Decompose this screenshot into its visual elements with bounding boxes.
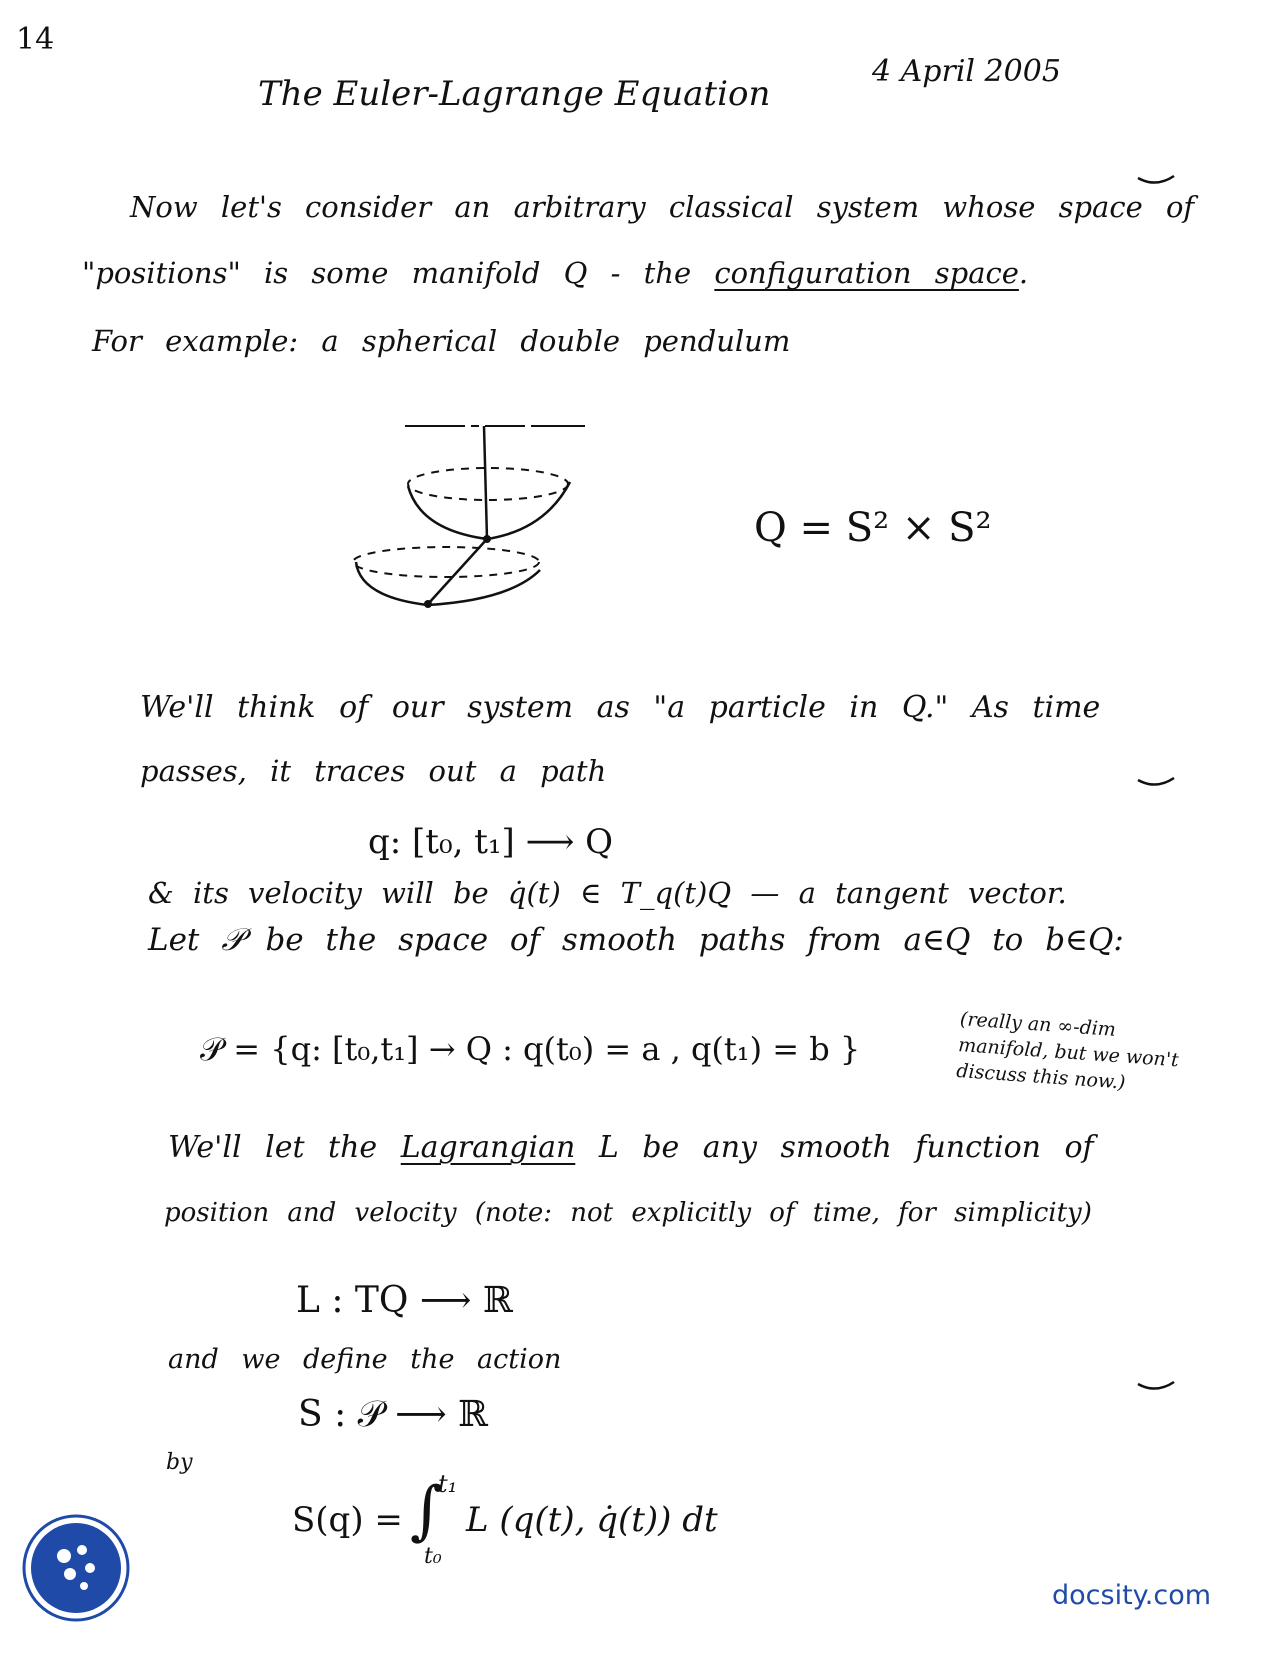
margin-tick-mark bbox=[1136, 1380, 1176, 1394]
text-line: & its velocity will be q̇(t) ∈ T_q(t)Q — a tangent vector. bbox=[148, 876, 1067, 910]
text-line: passes, it traces out a path bbox=[140, 754, 607, 788]
watermark-text[interactable]: docsity.com bbox=[1052, 1580, 1212, 1611]
margin-tick-mark bbox=[1136, 776, 1176, 790]
text-line: by bbox=[166, 1450, 193, 1475]
term-lagrangian: Lagrangian bbox=[400, 1130, 576, 1165]
equation-lagrangian: L : TQ ⟶ ℝ bbox=[296, 1280, 513, 1321]
term-configuration-space: configuration space bbox=[714, 256, 1019, 290]
text-segment: We'll let the bbox=[168, 1130, 378, 1165]
page-number: 14 bbox=[16, 22, 55, 57]
text-segment: "positions" is some manifold Q - the bbox=[82, 256, 692, 290]
integral-upper-limit: t₁ bbox=[438, 1470, 458, 1498]
text-line: and we define the action bbox=[168, 1344, 562, 1375]
double-pendulum-figure bbox=[340, 412, 600, 612]
text-line: For example: a spherical double pendulum bbox=[92, 324, 791, 358]
integral-lower-limit: t₀ bbox=[424, 1544, 442, 1569]
date: 4 April 2005 bbox=[872, 54, 1061, 89]
page-title: The Euler-Lagrange Equation bbox=[258, 74, 771, 114]
text-segment: L be any smooth function of bbox=[598, 1130, 1094, 1165]
text-line: Let 𝒫 be the space of smooth paths from a∈Q to b∈Q: bbox=[148, 922, 1124, 958]
margin-note: (really an ∞-dim manifold, but we won't discuss this now.) bbox=[955, 1008, 1180, 1094]
equation-path-space: 𝒫 = {q: [t₀,t₁] → Q : q(t₀) = a , q(t₁) = b } bbox=[200, 1030, 861, 1068]
text-line: Now let's consider an arbitrary classical system whose space of bbox=[130, 190, 1195, 224]
integral-sign: ∫ bbox=[410, 1474, 444, 1548]
equation-path: q: [t₀, t₁] ⟶ Q bbox=[368, 822, 613, 862]
text-line bbox=[168, 1130, 1094, 1165]
text-segment: . bbox=[1018, 256, 1029, 290]
equation-action: S : 𝒫 ⟶ ℝ bbox=[298, 1394, 489, 1435]
integral-lhs: S(q) = bbox=[292, 1500, 403, 1540]
text-line: We'll think of our system as "a particle in Q." As time bbox=[140, 690, 1101, 725]
docsity-logo-icon bbox=[20, 1512, 132, 1624]
text-line: position and velocity (note: not explicitly of time, for simplicity) bbox=[164, 1198, 1092, 1228]
equation-configuration: Q = S² × S² bbox=[754, 505, 992, 551]
margin-tick-mark bbox=[1136, 174, 1176, 188]
integral-rhs: L (q(t), q̇(t)) dt bbox=[466, 1500, 718, 1540]
text-line bbox=[82, 256, 1028, 290]
